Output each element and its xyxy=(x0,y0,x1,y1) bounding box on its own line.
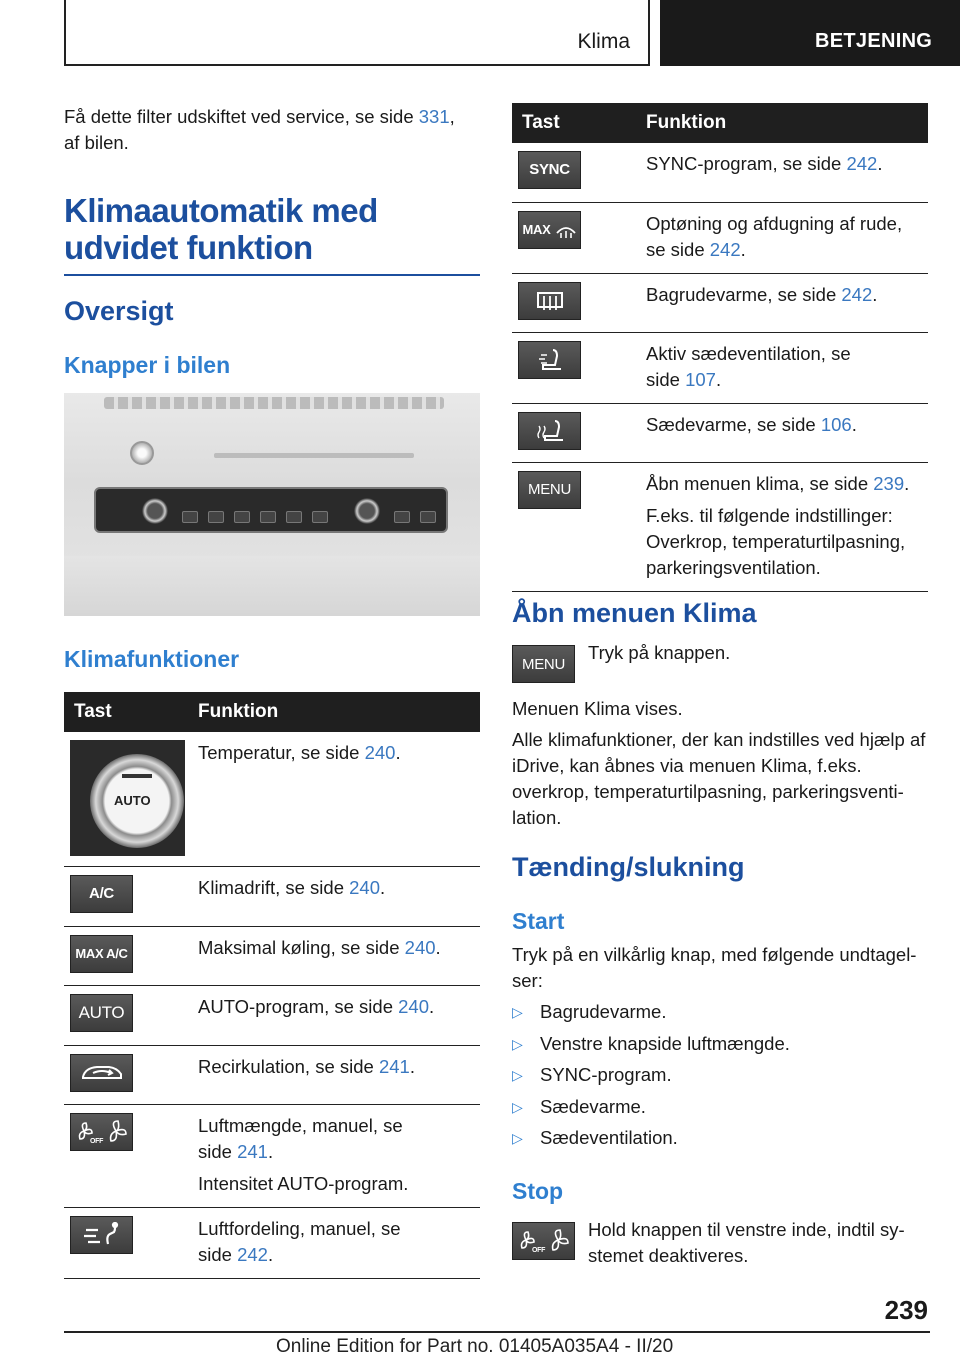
rear-window-heat-icon xyxy=(518,282,581,320)
volume-knob xyxy=(130,441,154,465)
footer-text: Online Edition for Part no. 01405A035A4 - II/20 xyxy=(276,1336,674,1357)
cd-slot xyxy=(214,453,414,458)
menu-button-icon: MENU xyxy=(512,645,575,683)
menu-button-icon: MENU xyxy=(518,471,581,509)
footer-divider xyxy=(64,1331,930,1333)
table-row: A/C Klimadrift, se side 240. xyxy=(64,867,480,927)
page-number: 239 xyxy=(884,1295,928,1325)
instruction-text: Tryk på knappen. xyxy=(588,642,731,663)
section-heading-open-menu: Åbn menuen Klima xyxy=(512,598,757,628)
section-title: Klima xyxy=(577,30,630,53)
paragraph: Menuen Klima vises. xyxy=(512,698,683,719)
control-panel-photo xyxy=(64,393,480,616)
auto-button-icon: AUTO xyxy=(70,994,133,1032)
section-heading-onoff: Tænding/slukning xyxy=(512,852,745,882)
table-row: Luftfordeling, manuel, se side 242. xyxy=(64,1208,480,1279)
chapter-tab: BETJENING xyxy=(660,0,960,66)
page-link[interactable]: 331 xyxy=(418,106,450,127)
table-row: OFF Luftmængde, manuel, se side 241. Intensitet AUTO-program. xyxy=(64,1105,480,1208)
intro-paragraph: Få dette filter udskiftet ved service, se side 331, af bilen. xyxy=(64,106,455,153)
table-header: Tast Funktion xyxy=(512,103,928,143)
subheading-start: Start xyxy=(512,908,565,934)
list-item: ▷ Sædeventilation. xyxy=(512,1125,928,1151)
page-link[interactable]: 241 xyxy=(378,1056,410,1077)
table-row: Bagrudevarme, se side 242. xyxy=(512,273,928,332)
page-link[interactable]: 242 xyxy=(237,1244,268,1265)
svg-text:OFF: OFF xyxy=(531,1247,545,1254)
page-link[interactable]: 242 xyxy=(709,238,741,260)
table-row: Recirkulation, se side 241. xyxy=(64,1046,480,1105)
list-item: ▷ SYNC-program. xyxy=(512,1062,928,1088)
fan-speed-icon xyxy=(70,1113,133,1151)
table-row: AUTO Temperatur, se side 240. xyxy=(64,732,480,867)
list-item: ▷ Bagrudevarme. xyxy=(512,999,928,1025)
seat-ventilation-icon xyxy=(518,341,581,379)
page-link[interactable]: 240 xyxy=(364,742,396,763)
page-link[interactable]: 241 xyxy=(237,1141,268,1162)
subheading-stop: Stop xyxy=(512,1178,564,1204)
instruction-text: Hold knappen til venstre inde, indtil sy-stemet deaktiveres. xyxy=(588,1219,905,1266)
climate-functions-table xyxy=(64,692,480,1279)
fan-off-button-icon xyxy=(512,1222,575,1260)
page-link[interactable]: 106 xyxy=(820,413,852,435)
page-link[interactable]: 240 xyxy=(398,996,430,1017)
climate-functions-table-continued xyxy=(512,103,928,592)
sync-button-icon: SYNC xyxy=(518,151,581,189)
list-item: ▷ Venstre knapside luftmængde. xyxy=(512,1031,928,1057)
paragraph: Tryk på en vilkårlig knap, med følgende undtagel-ser: xyxy=(512,944,917,991)
seat-heating-icon xyxy=(518,412,581,450)
recirculation-icon xyxy=(70,1054,133,1092)
dashboard-surface xyxy=(64,556,480,616)
table-row: Aktiv sædeventilation, se side 107. xyxy=(512,332,928,403)
table-row: Sædevarme, se side 106. xyxy=(512,403,928,462)
page-link[interactable]: 242 xyxy=(846,153,878,174)
table-row: SYNC SYNC-program, se side 242. xyxy=(512,143,928,202)
subheading-klimafunktioner: Klimafunktioner xyxy=(64,646,240,672)
exceptions-list xyxy=(512,999,928,1157)
auto-dial-image: AUTO xyxy=(70,740,185,856)
page-title: Klimaautomatik med udvidet funktion xyxy=(64,192,480,276)
max-ac-button-icon: MAX A/C xyxy=(70,935,133,973)
paragraph: Alle klimafunktioner, der kan indstilles ved hjælp af iDrive, kan åbnes via menuen Klima, f.eks. overkrop, temperaturtilpasning, parkeringsventi-lation. xyxy=(512,729,926,828)
section-heading-oversigt: Oversigt xyxy=(64,296,174,326)
ac-button-icon: A/C xyxy=(70,875,133,913)
table-row: AUTO AUTO-program, se side 240. xyxy=(64,986,480,1046)
page-link[interactable]: 240 xyxy=(404,937,436,958)
svg-text:OFF: OFF xyxy=(89,1138,103,1145)
max-defrost-icon: MAX xyxy=(518,211,581,249)
header-bar xyxy=(64,0,650,66)
table-row: MAX Optøning og afdugning af rude, se side 242. xyxy=(512,202,928,273)
left-dial xyxy=(142,498,168,524)
air-distribution-icon xyxy=(70,1216,133,1254)
page-link[interactable]: 107 xyxy=(685,368,716,390)
page-link[interactable]: 239 xyxy=(873,472,905,494)
table-header: Tast Funktion xyxy=(64,692,480,732)
subheading-knapper: Knapper i bilen xyxy=(64,352,231,378)
air-vent xyxy=(104,397,444,409)
page-link[interactable]: 240 xyxy=(349,877,381,898)
table-row: MAX A/C Maksimal køling, se side 240. xyxy=(64,927,480,986)
table-row: MENU Åbn menuen klima, se side 239. F.eks. til følgende indstillinger: Overkrop, temperaturtilpasning, parkeringsventilation. xyxy=(512,462,928,591)
list-item: ▷ Sædevarme. xyxy=(512,1094,928,1120)
right-dial xyxy=(354,498,380,524)
page-link[interactable]: 242 xyxy=(841,283,873,305)
